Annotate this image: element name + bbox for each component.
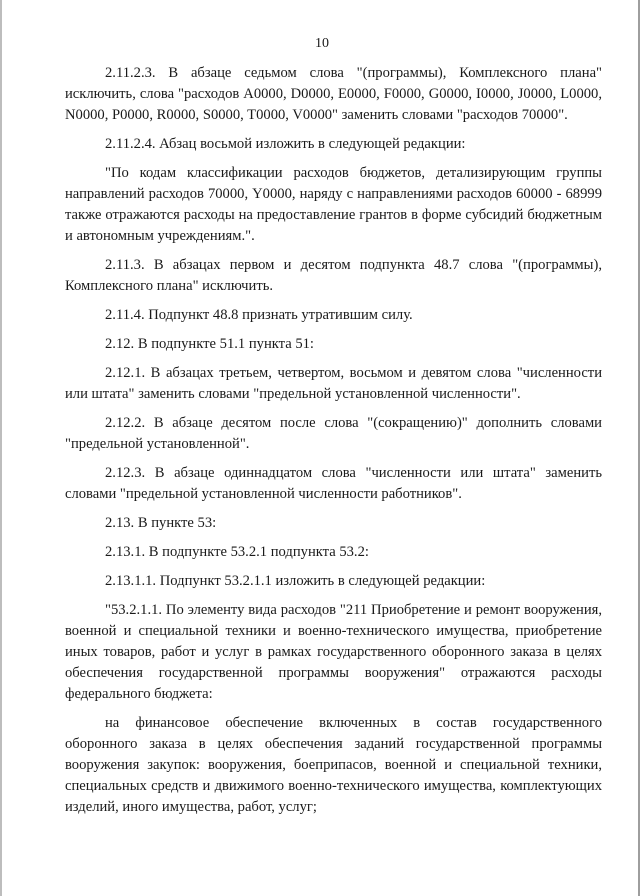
paragraph-2-11-4: 2.11.4. Подпункт 48.8 признать утратившим силу. (105, 307, 413, 323)
paragraph-2-13-1: 2.13.1. В подпункте 53.2.1 подпункта 53.2: (105, 544, 369, 560)
paragraph-2-12: 2.12. В подпункте 51.1 пункта 51: (105, 336, 314, 352)
paragraph-quoted-text: "По кодам классификации расходов бюджетов, детализирующим группы направлений расходов 70000, Y0000, наряду с направлениями расходов 60000 - 68999 также отражаются расходы на предоставление грантов в форме субсидий бюджетным и автономным учреждениям.". (65, 165, 602, 244)
paragraph-2-11-2-3: 2.11.2.3. В абзаце седьмом слова "(программы), Комплексного плана" исключить, слова "расходов А0000, D0000, Е0000, F0000, G0000, I0000, J0000, L0000, N0000, P0000, R0000, S0000, T0000, V0000" заменить словами "расходов 70000". (65, 65, 602, 123)
document-body (65, 63, 602, 818)
paragraph-2-11-3: 2.11.3. В абзацах первом и десятом подпункта 48.7 слова "(программы), Комплексного плана" исключить. (65, 257, 602, 294)
paragraph-2-11-2-4: 2.11.2.4. Абзац восьмой изложить в следующей редакции: (105, 136, 466, 152)
paragraph-53-2-1-1: "53.2.1.1. По элементу вида расходов "211 Приобретение и ремонт вооружения, военной и специальной техники и военно-технического имущества, приобретение иных товаров, работ и услуг в рамках государственного оборонного заказа в целях обеспечения государственной программы вооружения" отражаются расходы федерального бюджета: (65, 602, 602, 702)
paragraph-2-12-3: 2.12.3. В абзаце одиннадцатом слова "численности или штата" заменить словами "предельной установленной численности работников". (65, 465, 602, 502)
page-number: 10 (315, 36, 329, 51)
paragraph-2-13-1-1: 2.13.1.1. Подпункт 53.2.1.1 изложить в следующей редакции: (105, 573, 486, 589)
paragraph-2-12-1: 2.12.1. В абзацах третьем, четвертом, восьмом и девятом слова "численности или штата" заменить словами "предельной установленной численности". (65, 365, 602, 402)
paragraph-2-13: 2.13. В пункте 53: (105, 515, 217, 531)
paragraph-2-12-2: 2.12.2. В абзаце десятом после слова "(сокращению)" дополнить словами "предельной установленной". (65, 415, 602, 452)
paragraph-financing: на финансовое обеспечение включенных в состав государственного оборонного заказа в целях обеспечения заданий государственной программы вооружения закупок: вооружения, боеприпасов, военной и специальной техники, специальных средств и движимого военно-технического имущества, комплектующих изделий, иного имущества, работ, услуг; (65, 715, 602, 815)
